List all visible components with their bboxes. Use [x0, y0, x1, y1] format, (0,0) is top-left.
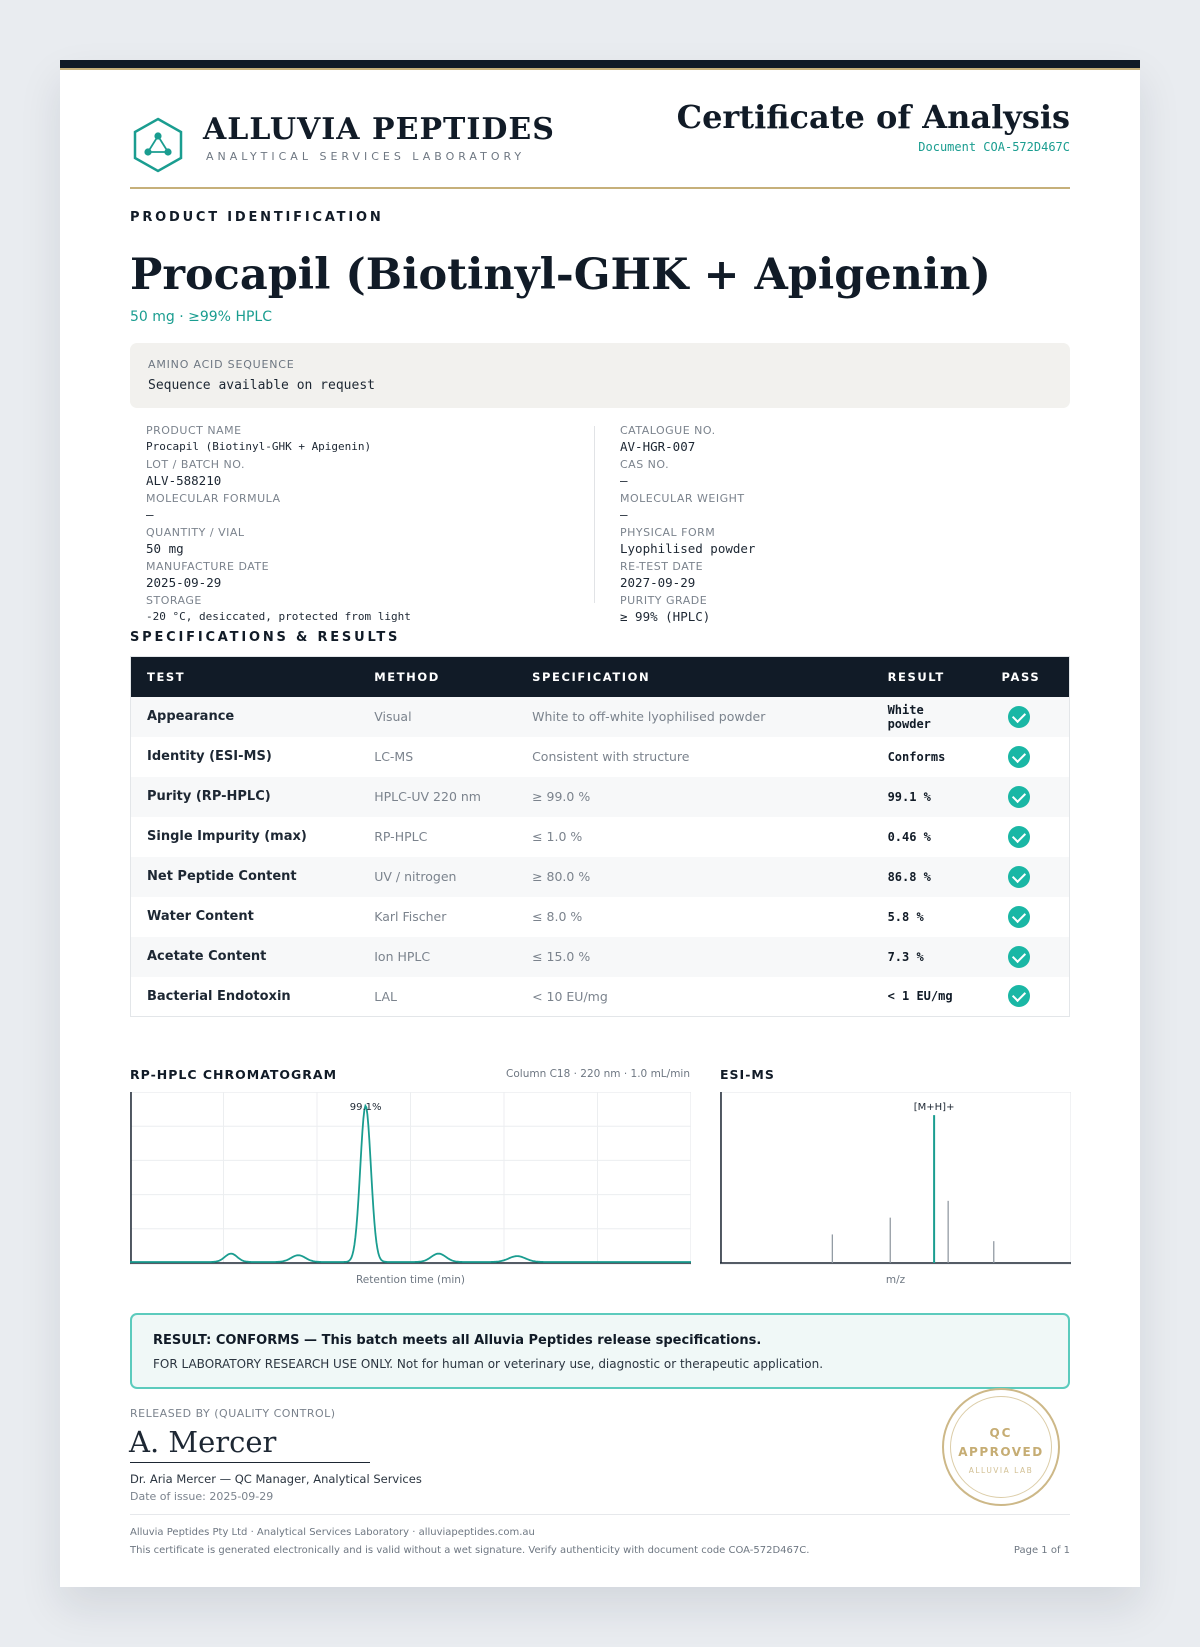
pass-check-icon: [1008, 866, 1030, 888]
product-subtitle: 50 mg · ≥99% HPLC: [130, 309, 272, 325]
field-label: PHYSICAL FORM: [620, 526, 716, 539]
stamp-text-qc: QC: [989, 1426, 1013, 1440]
pass-check-icon: [1008, 826, 1030, 848]
test-result: 7.3 %: [872, 937, 986, 977]
header-divider: [130, 187, 1070, 189]
qc-approved-stamp: [942, 1388, 1060, 1506]
test-method: Visual: [358, 697, 516, 737]
footer-company-line: Alluvia Peptides Pty Ltd · Analytical Services Laboratory · alluviapeptides.com.au: [130, 1527, 535, 1538]
issue-date: Date of issue: 2025-09-29: [130, 1490, 274, 1503]
pass-check-icon: [1008, 906, 1030, 928]
field-value: AV-HGR-007: [620, 439, 696, 454]
result-statement: RESULT: CONFORMS — This batch meets all Alluvia Peptides release specifications.: [153, 1333, 762, 1348]
test-specification: ≥ 99.0 %: [516, 777, 871, 817]
field-label: PURITY GRADE: [620, 594, 708, 607]
test-result: 99.1 %: [872, 777, 986, 817]
specs-section-label: SPECIFICATIONS & RESULTS: [130, 630, 401, 645]
pass-check-icon: [1008, 706, 1030, 728]
field-label: CAS NO.: [620, 458, 670, 471]
hexagon-logo-icon: [132, 116, 184, 174]
table-row: [131, 977, 1070, 1017]
field-label: PRODUCT NAME: [146, 424, 242, 437]
column-header-result: RESULT: [872, 657, 986, 697]
test-method: RP-HPLC: [358, 817, 516, 857]
test-result: Conforms: [872, 737, 986, 777]
test-name: Water Content: [131, 897, 359, 937]
field-value: 50 mg: [146, 541, 184, 556]
table-row: [131, 817, 1070, 857]
field-label: LOT / BATCH NO.: [146, 458, 245, 471]
research-use-notice: FOR LABORATORY RESEARCH USE ONLY. Not for human or veterinary use, diagnostic or therapeutic application.: [153, 1357, 824, 1371]
hplc-chart-note: Column C18 · 220 nm · 1.0 mL/min: [506, 1068, 690, 1080]
footer-validity-note: This certificate is generated electronically and is valid without a wet signature. Verify authenticity with document code COA-572D467C.: [130, 1545, 810, 1556]
test-method: UV / nitrogen: [358, 857, 516, 897]
pass-cell: [986, 737, 1070, 777]
field-value: —: [146, 507, 154, 522]
table-header-row: [131, 657, 1070, 697]
field-value: 2027-09-29: [620, 575, 696, 590]
field-column-divider: [594, 426, 595, 603]
field-value: -20 °C, desiccated, protected from light: [146, 610, 411, 623]
test-name: Bacterial Endotoxin: [131, 977, 359, 1017]
field-value: ALV-588210: [146, 473, 222, 488]
esi-chart-title: ESI-MS: [720, 1067, 775, 1082]
pass-cell: [986, 937, 1070, 977]
field-value: Lyophilised powder: [620, 541, 756, 556]
table-row: [131, 697, 1070, 737]
product-section-label: PRODUCT IDENTIFICATION: [130, 210, 384, 225]
test-specification: White to off-white lyophilised powder: [516, 697, 871, 737]
signer-name: Dr. Aria Mercer — QC Manager, Analytical Services: [130, 1472, 422, 1486]
test-name: Single Impurity (max): [131, 817, 359, 857]
stamp-text-lab: ALLUVIA LAB: [968, 1466, 1034, 1475]
test-result: 0.46 %: [872, 817, 986, 857]
sequence-box: [130, 343, 1070, 408]
document-title: Certificate of Analysis: [676, 98, 1070, 136]
plot-area: [720, 1092, 1071, 1265]
test-method: LC-MS: [358, 737, 516, 777]
field-label: RE-TEST DATE: [620, 560, 704, 573]
field-label: QUANTITY / VIAL: [146, 526, 245, 539]
pass-check-icon: [1008, 746, 1030, 768]
column-header-method: METHOD: [358, 657, 516, 697]
column-header-pass: PASS: [986, 657, 1070, 697]
table-row: [131, 777, 1070, 817]
pass-cell: [986, 977, 1070, 1017]
table-row: [131, 897, 1070, 937]
top-accent-bar: [60, 60, 1140, 68]
test-method: Ion HPLC: [358, 937, 516, 977]
product-title: Procapil (Biotinyl-GHK + Apigenin): [130, 250, 991, 300]
field-value: —: [620, 473, 628, 488]
top-gold-rule: [60, 68, 1140, 70]
brand-subtitle: ANALYTICAL SERVICES LABORATORY: [206, 150, 526, 163]
test-result: White powder: [872, 697, 986, 737]
pass-check-icon: [1008, 946, 1030, 968]
test-specification: ≤ 15.0 %: [516, 937, 871, 977]
field-value: Procapil (Biotinyl-GHK + Apigenin): [146, 440, 372, 453]
signature-line: [130, 1462, 370, 1463]
result-conformance-box: [130, 1313, 1070, 1389]
specifications-table: [130, 656, 1070, 1017]
released-by-label: RELEASED BY (QUALITY CONTROL): [130, 1407, 336, 1420]
field-label: CATALOGUE NO.: [620, 424, 716, 437]
field-label: STORAGE: [146, 594, 202, 607]
test-result: 5.8 %: [872, 897, 986, 937]
test-specification: Consistent with structure: [516, 737, 871, 777]
table-row: [131, 937, 1070, 977]
test-name: Appearance: [131, 697, 359, 737]
pass-cell: [986, 697, 1070, 737]
column-header-specification: SPECIFICATION: [516, 657, 871, 697]
hplc-x-axis-label: Retention time (min): [355, 1274, 466, 1286]
pass-cell: [986, 857, 1070, 897]
brand-name: ALLUVIA PEPTIDES: [203, 112, 555, 147]
main-ion-label: [M+H]+: [913, 1102, 955, 1113]
test-result: < 1 EU/mg: [872, 977, 986, 1017]
main-peak-label: 99.1%: [349, 1102, 382, 1113]
sequence-value: Sequence available on request: [148, 378, 375, 393]
pass-check-icon: [1008, 985, 1030, 1007]
field-value: ≥ 99% (HPLC): [620, 609, 711, 624]
test-name: Purity (RP-HPLC): [131, 777, 359, 817]
footer-divider: [130, 1514, 1070, 1515]
test-name: Identity (ESI-MS): [131, 737, 359, 777]
signature: A. Mercer: [129, 1425, 277, 1459]
pass-cell: [986, 777, 1070, 817]
page-number: Page 1 of 1: [1013, 1545, 1070, 1556]
field-label: MANUFACTURE DATE: [146, 560, 270, 573]
field-value: 2025-09-29: [146, 575, 222, 590]
test-specification: ≤ 8.0 %: [516, 897, 871, 937]
certificate-sheet: [60, 60, 1140, 1587]
pass-check-icon: [1008, 786, 1030, 808]
hplc-chart-title: RP-HPLC CHROMATOGRAM: [130, 1067, 338, 1082]
esi-x-axis-label: m/z: [885, 1274, 906, 1286]
test-method: LAL: [358, 977, 516, 1017]
test-name: Net Peptide Content: [131, 857, 359, 897]
stamp-text-approved: APPROVED: [958, 1445, 1044, 1459]
field-label: MOLECULAR WEIGHT: [620, 492, 745, 505]
test-specification: < 10 EU/mg: [516, 977, 871, 1017]
test-method: Karl Fischer: [358, 897, 516, 937]
sequence-label: AMINO ACID SEQUENCE: [148, 358, 295, 371]
test-specification: ≤ 1.0 %: [516, 817, 871, 857]
pass-cell: [986, 817, 1070, 857]
test-name: Acetate Content: [131, 937, 359, 977]
column-header-test: TEST: [131, 657, 359, 697]
field-label: MOLECULAR FORMULA: [146, 492, 281, 505]
test-method: HPLC-UV 220 nm: [358, 777, 516, 817]
test-result: 86.8 %: [872, 857, 986, 897]
esi-ms-chart: [720, 1092, 1071, 1265]
table-row: [131, 737, 1070, 777]
test-specification: ≥ 80.0 %: [516, 857, 871, 897]
table-row: [131, 857, 1070, 897]
pass-cell: [986, 897, 1070, 937]
document-code: Document COA-572D467C: [918, 140, 1070, 154]
field-value: —: [620, 507, 628, 522]
hplc-chromatogram-chart: [130, 1092, 691, 1265]
